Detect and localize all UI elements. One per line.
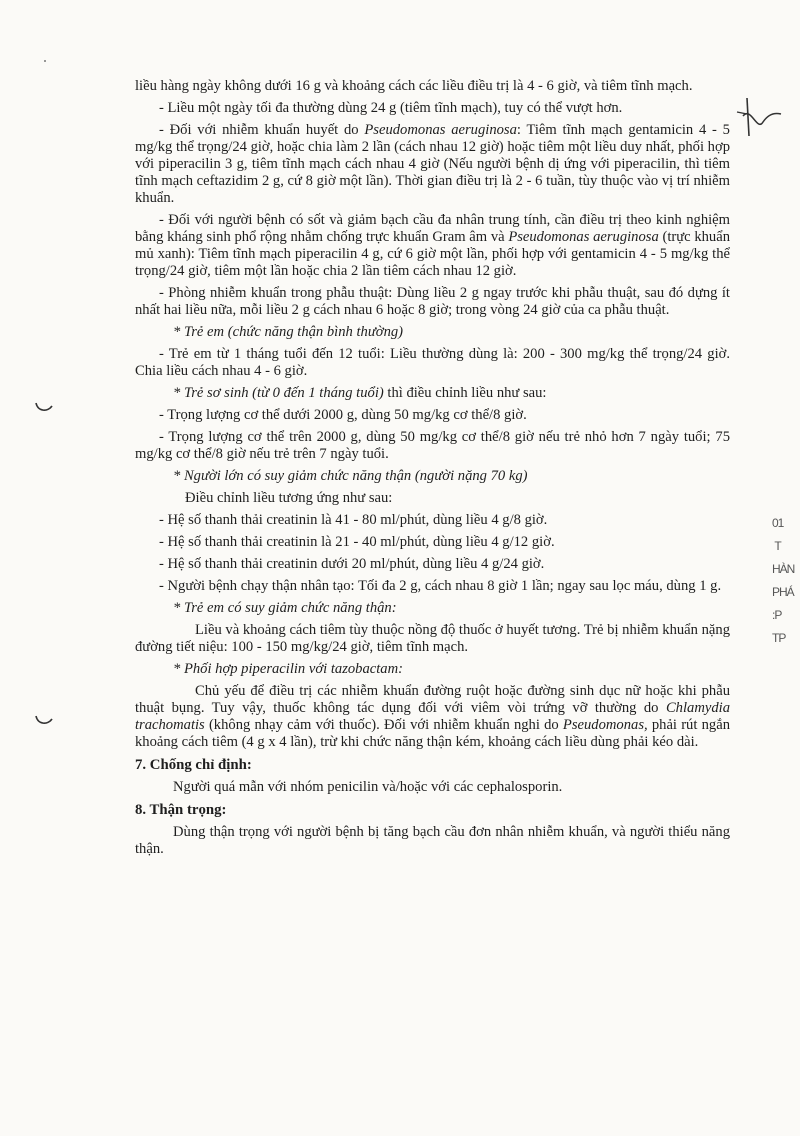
- text-run: (không nhạy cảm với thuốc). Đối với nhiễm khuẩn nghi do: [204, 717, 563, 733]
- paragraph-tazobactam: [135, 683, 730, 751]
- paragraph-children-dose: - Trẻ em từ 1 tháng tuổi đến 12 tuổi: Liều thường dùng là: 200 - 300 mg/kg thể trọng/24 giờ. Chia liều cách nhau 4 - 6 giờ.: [135, 346, 730, 379]
- hole-mark-icon: [34, 713, 54, 727]
- scan-speck: [44, 60, 46, 62]
- species-name: Chlamydia trachomatis: [135, 700, 730, 733]
- text-run: (trực khuẩn mủ xanh): Tiêm tĩnh mạch piperacilin 4 g, cứ 6 giờ một lần, phối hợp với gentamicin 4 - 5 mg/kg thể trọng/24 giờ, tiêm một lần hoặc chia 2 lần tiêm cách nhau 12 giờ.: [135, 229, 730, 279]
- text-run: Chủ yếu để điều trị các nhiễm khuẩn đường ruột hoặc đường sinh dục nữ hoặc khi phẫu thuật bụng. Tuy vậy, thuốc không tác dụng đối với viêm vòi trứng vỡ thường do: [135, 683, 730, 716]
- stamp-fragment: TP: [772, 631, 786, 645]
- handwritten-mark-icon: [735, 92, 785, 142]
- hole-mark-icon: [34, 400, 54, 414]
- text-run: phải rút ngắn khoảng cách tiêm (4 g x 4 lần), trừ khi chức năng thận kém, khoảng cách liều dùng phải kéo dài.: [135, 717, 730, 750]
- subheading-adult-renal: * Người lớn có suy giảm chức năng thận (người nặng 70 kg): [173, 468, 528, 484]
- section-8-title: 8. Thận trọng:: [135, 802, 227, 818]
- document-body: [135, 78, 730, 863]
- paragraph-neutropenic-fever: [135, 212, 730, 280]
- paragraph-adjust-intro: Điều chỉnh liều tương ứng như sau:: [185, 490, 393, 506]
- paragraph-newborn-under-2000: - Trọng lượng cơ thể dưới 2000 g, dùng 50 mg/kg cơ thể/8 giờ.: [159, 407, 527, 423]
- text-run: : Tiêm tĩnh mạch gentamicin 4 - 5 mg/kg thể trọng/24 giờ, hoặc chia làm 2 lần (cách nhau 12 giờ) hoặc tiêm một liều duy nhất, phối hợp với piperacilin 3 g, tiêm tĩnh mạch cách nhau 4 giờ (Nếu người bệnh dị ứng với piperacilin, thì tiêm tĩnh mạch ceftazidim 2 g, cứ 8 giờ một lần). Thời gian điều trị là 2 - 6 tuần, tùy thuộc vào vị trí nhiễm khuẩn.: [135, 122, 730, 206]
- subheading-newborn: [135, 385, 730, 402]
- subheading-child-renal: * Trẻ em có suy giảm chức năng thận:: [173, 600, 397, 616]
- text-run: - Đối với nhiễm khuẩn huyết do: [159, 122, 365, 138]
- paragraph-precaution: Dùng thận trọng với người bệnh bị tăng bạch cầu đơn nhân nhiễm khuẩn, và người thiểu năng thận.: [135, 824, 730, 857]
- species-name: Pseudomonas,: [562, 717, 648, 733]
- stamp-fragment: PHÁ: [772, 585, 794, 599]
- species-name: Pseudomonas aeruginosa: [364, 122, 517, 138]
- subheading-children: * Trẻ em (chức năng thận bình thường): [173, 324, 404, 340]
- text-run: * Trẻ sơ sinh (từ 0 đến 1 tháng tuổi): [173, 385, 384, 401]
- paragraph-clearance-under-20: - Hệ số thanh thải creatinin dưới 20 ml/phút, dùng liều 4 g/24 giờ.: [159, 556, 545, 572]
- paragraph-child-renal-dose: Liều và khoảng cách tiêm tùy thuộc nồng độ thuốc ở huyết tương. Trẻ bị nhiễm khuẩn nặng đường tiết niệu: 100 - 150 mg/kg/24 giờ, tiêm tĩnh mạch.: [135, 622, 730, 655]
- paragraph-clearance-21-40: - Hệ số thanh thải creatinin là 21 - 40 ml/phút, dùng liều 4 g/12 giờ.: [159, 534, 555, 550]
- edge-stamp: [772, 512, 800, 647]
- paragraph-max-daily-dose: - Liều một ngày tối đa thường dùng 24 g (tiêm tĩnh mạch), tuy có thể vượt hơn.: [159, 100, 623, 116]
- paragraph-contraindication: Người quá mẫn với nhóm penicilin và/hoặc với các cephalosporin.: [173, 779, 563, 795]
- text-run: - Đối với người bệnh có sốt và giảm bạch cầu đa nhân trung tính, cần điều trị theo kinh nghiệm bằng kháng sinh phổ rộng nhằm chống trực khuẩn Gram âm và: [135, 212, 730, 245]
- section-7-title: 7. Chống chỉ định:: [135, 757, 252, 773]
- stamp-fragment: HÀN: [772, 562, 795, 576]
- stamp-fragment: :P: [772, 608, 782, 622]
- paragraph-dialysis: - Người bệnh chạy thận nhân tạo: Tối đa 2 g, cách nhau 8 giờ 1 lần; ngay sau lọc máu, dùng 1 g.: [159, 578, 722, 594]
- text-run: thì điều chỉnh liều như sau:: [383, 385, 547, 401]
- stamp-fragment: 01: [772, 516, 784, 530]
- paragraph-sepsis-pseudomonas: [135, 122, 730, 207]
- paragraph-surgical-prophylaxis: - Phòng nhiễm khuẩn trong phẫu thuật: Dùng liều 2 g ngay trước khi phẫu thuật, sau đó dựng ít nhất hai liều nữa, mỗi liều 2 g cách nhau 6 hoặc 8 giờ; trong vòng 24 giờ của ca phẫu thuật.: [135, 285, 730, 318]
- paragraph-newborn-over-2000: - Trọng lượng cơ thể trên 2000 g, dùng 50 mg/kg cơ thể/8 giờ nếu trẻ nhỏ hơn 7 ngày tuổi; 75 mg/kg cơ thể/8 giờ nếu trẻ trên 7 ngày tuổi.: [135, 429, 730, 462]
- species-name: Pseudomonas aeruginosa: [508, 229, 659, 245]
- subheading-tazobactam: * Phối hợp piperacilin với tazobactam:: [173, 661, 403, 677]
- paragraph-dosage-continued: liều hàng ngày không dưới 16 g và khoảng cách các liều điều trị là 4 - 6 giờ, và tiêm tĩnh mạch.: [135, 78, 693, 94]
- stamp-fragment: T: [772, 539, 781, 553]
- paragraph-clearance-41-80: - Hệ số thanh thải creatinin là 41 - 80 ml/phút, dùng liều 4 g/8 giờ.: [159, 512, 548, 528]
